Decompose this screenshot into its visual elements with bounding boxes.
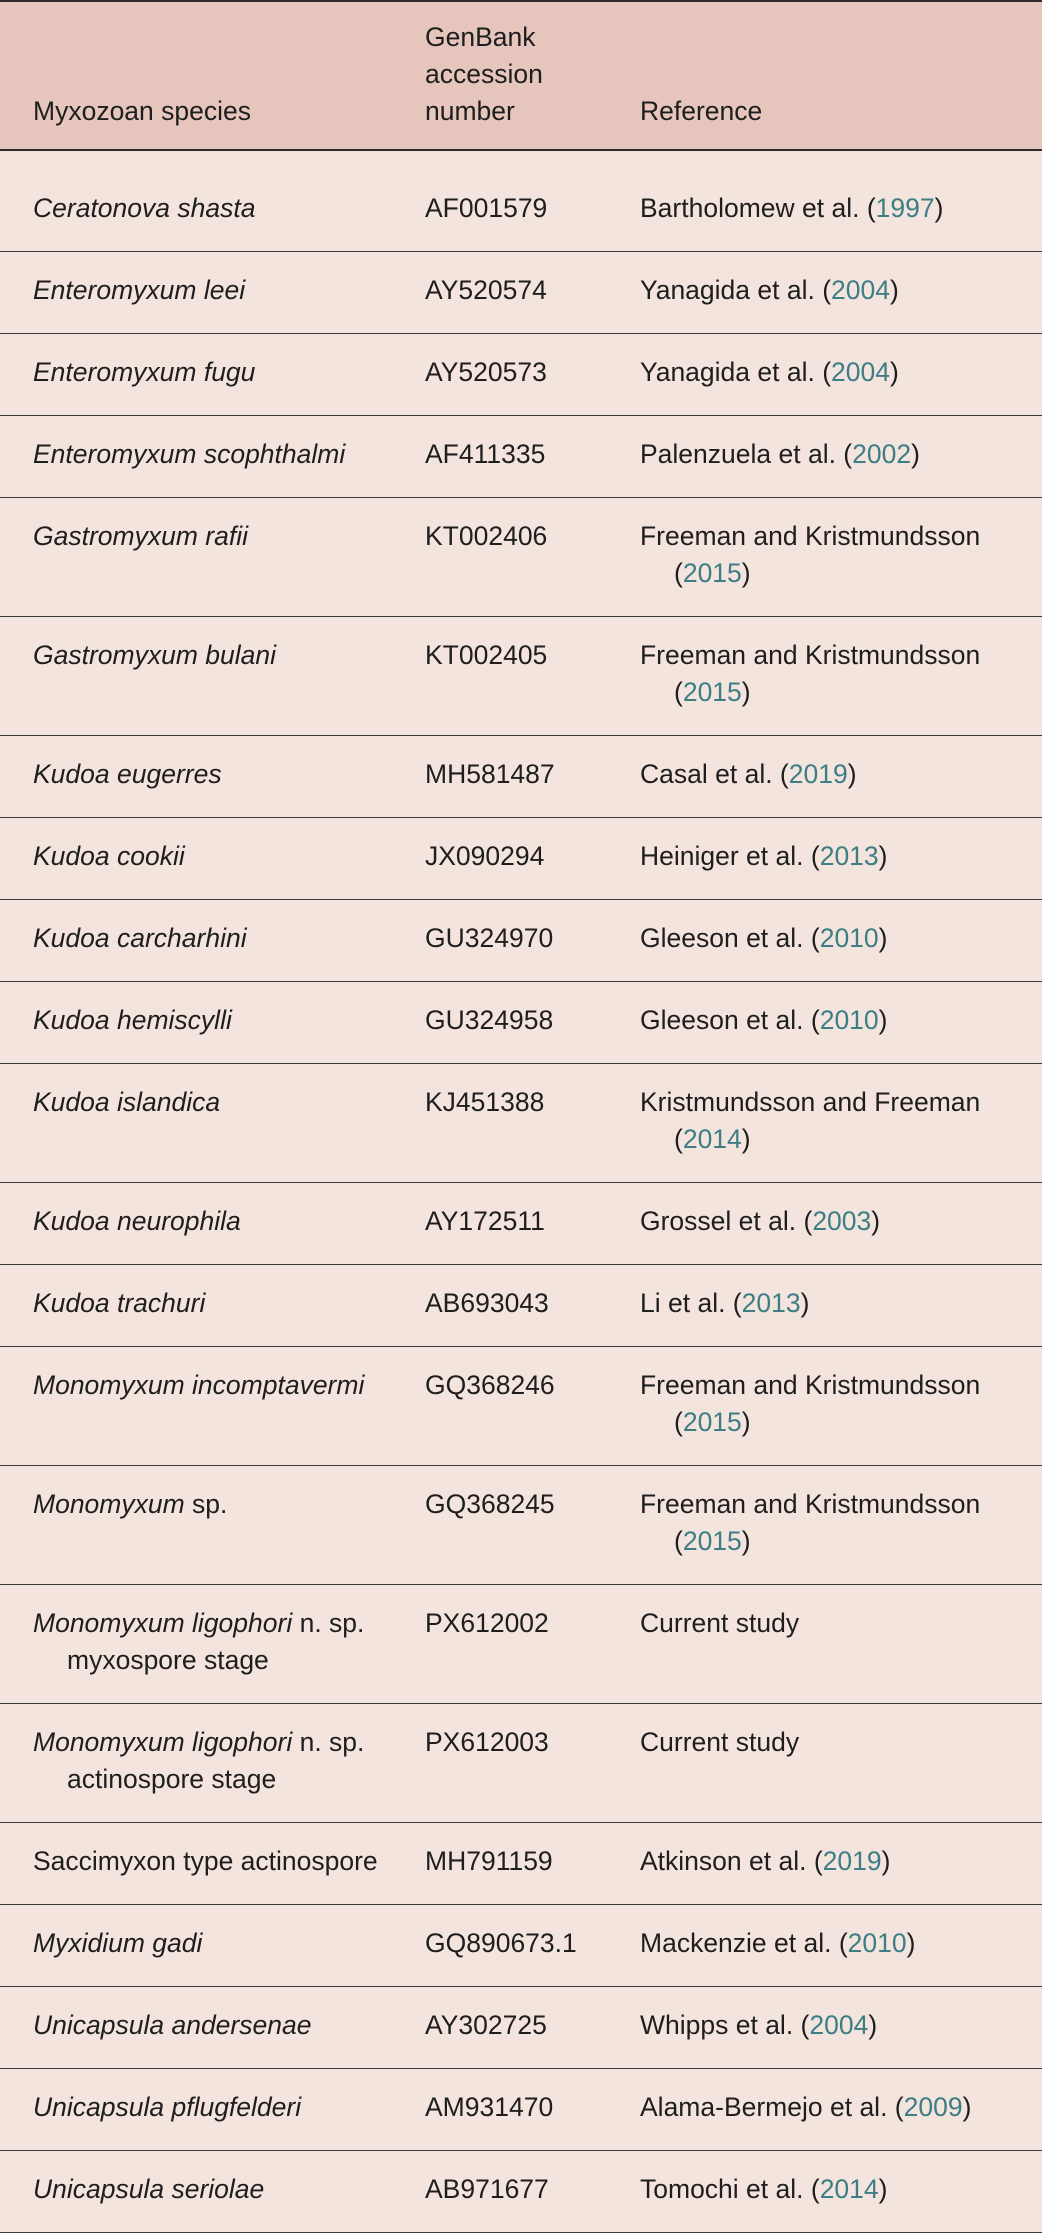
species-italic-part: Kudoa trachuri — [33, 1288, 206, 1318]
reference-text-wrap — [640, 354, 1036, 391]
species-cell — [0, 900, 391, 982]
table-row — [0, 617, 1042, 736]
reference-authors: Yanagida et al. ( — [640, 275, 832, 305]
species-name — [33, 272, 385, 309]
species-italic-part: Unicapsula seriolae — [33, 2174, 265, 2204]
accession-cell: GQ368246 — [391, 1347, 607, 1466]
species-cell — [0, 1823, 391, 1905]
reference-close-paren: ) — [741, 1124, 751, 1154]
species-plain-part: Saccimyxon type actinospore — [33, 1846, 378, 1876]
species-name — [33, 436, 385, 473]
species-cell — [0, 2151, 391, 2233]
accession-cell: GQ890673.1 — [391, 1905, 607, 1987]
species-italic-part: Gastromyxum rafii — [33, 521, 248, 551]
reference-year-link[interactable]: 2010 — [847, 1928, 907, 1958]
species-name — [33, 1486, 385, 1523]
species-cell — [0, 736, 391, 818]
reference-year-link[interactable]: 2004 — [809, 2010, 869, 2040]
species-name — [33, 637, 385, 674]
species-name — [33, 1285, 385, 1322]
header-spacer-row — [0, 150, 1042, 170]
reference-text-wrap — [640, 637, 1036, 711]
reference-close-paren: ) — [889, 275, 899, 305]
species-name — [33, 2171, 385, 2208]
species-cell — [0, 170, 391, 252]
table-row — [0, 1183, 1042, 1265]
species-cell — [0, 1183, 391, 1265]
species-italic-part: Enteromyxum scophthalmi — [33, 439, 346, 469]
reference-cell — [607, 1183, 1042, 1265]
reference-cell — [607, 1905, 1042, 1987]
accession-cell: GQ368245 — [391, 1466, 607, 1585]
species-cell — [0, 1265, 391, 1347]
table-row — [0, 2151, 1042, 2233]
species-name — [33, 190, 385, 227]
reference-cell — [607, 900, 1042, 982]
reference-year-link[interactable]: 1997 — [875, 193, 935, 223]
species-italic-part: Enteromyxum leei — [33, 275, 246, 305]
header-spacer-cell — [0, 150, 1042, 170]
species-italic-part: Kudoa hemiscylli — [33, 1005, 232, 1035]
reference-year-link[interactable]: 2019 — [822, 1846, 882, 1876]
reference-authors: Casal et al. ( — [640, 759, 789, 789]
reference-year-link[interactable]: 2015 — [682, 677, 742, 707]
species-cell — [0, 1585, 391, 1704]
reference-year-link[interactable]: 2014 — [682, 1124, 742, 1154]
species-name — [33, 1203, 385, 1240]
species-cell — [0, 1905, 391, 1987]
table-header — [0, 0, 1042, 150]
species-cell — [0, 498, 391, 617]
accession-cell: KJ451388 — [391, 1064, 607, 1183]
table-row — [0, 1704, 1042, 1823]
reference-cell — [607, 2151, 1042, 2233]
reference-close-paren: ) — [906, 1928, 916, 1958]
table-row — [0, 1585, 1042, 1704]
reference-year-link[interactable]: 2015 — [682, 1407, 742, 1437]
reference-year-link[interactable]: 2010 — [819, 923, 879, 953]
reference-authors: Yanagida et al. ( — [640, 357, 832, 387]
reference-close-paren: ) — [962, 2092, 972, 2122]
species-cell — [0, 252, 391, 334]
reference-text-wrap — [640, 436, 1036, 473]
reference-close-paren: ) — [741, 1407, 751, 1437]
reference-cell — [607, 818, 1042, 900]
accession-cell: AM931470 — [391, 2069, 607, 2151]
species-name — [33, 756, 385, 793]
reference-text-wrap — [640, 2007, 1036, 2044]
reference-cell — [607, 1347, 1042, 1466]
reference-year-link[interactable]: 2013 — [819, 841, 879, 871]
header-reference: Reference — [607, 0, 1042, 150]
species-italic-part: Gastromyxum bulani — [33, 640, 277, 670]
species-italic-part: Kudoa neurophila — [33, 1206, 241, 1236]
table-row — [0, 2069, 1042, 2151]
reference-text-wrap — [640, 1367, 1036, 1441]
reference-year-link[interactable]: 2004 — [831, 357, 890, 387]
reference-cell — [607, 416, 1042, 498]
species-name — [33, 2089, 385, 2126]
species-name — [33, 838, 385, 875]
table-row — [0, 818, 1042, 900]
accession-cell: GU324958 — [391, 982, 607, 1064]
reference-text-wrap — [640, 1843, 1036, 1880]
species-italic-part: Unicapsula andersenae — [33, 2010, 312, 2040]
reference-authors: Bartholomew et al. ( — [640, 193, 876, 223]
reference-authors: Gleeson et al. ( — [640, 1005, 820, 1035]
reference-authors: Li et al. ( — [640, 1288, 742, 1318]
reference-text-wrap — [640, 190, 1036, 227]
reference-cell — [607, 2069, 1042, 2151]
reference-year-link[interactable]: 2019 — [788, 759, 848, 789]
reference-close-paren: ) — [868, 2010, 878, 2040]
reference-year-link[interactable]: 2009 — [903, 2092, 963, 2122]
top-rule — [0, 0, 1042, 2]
reference-cell — [607, 1987, 1042, 2069]
accession-cell: KT002406 — [391, 498, 607, 617]
species-italic-part: Monomyxum ligophori — [33, 1608, 293, 1638]
species-italic-part: Kudoa carcharhini — [33, 923, 247, 953]
accession-cell: JX090294 — [391, 818, 607, 900]
table-row — [0, 1347, 1042, 1466]
reference-text-wrap — [640, 2089, 1036, 2126]
table-row — [0, 982, 1042, 1064]
accession-cell: MH791159 — [391, 1823, 607, 1905]
reference-text-wrap — [640, 1605, 1036, 1642]
reference-close-paren: ) — [800, 1288, 810, 1318]
reference-close-paren: ) — [934, 193, 944, 223]
reference-authors: Freeman and Kristmundsson ( — [640, 521, 981, 588]
reference-text-wrap — [640, 1084, 1036, 1158]
header-accession-label: GenBank accession number — [425, 22, 543, 126]
reference-authors: Kristmundsson and Freeman ( — [640, 1087, 981, 1154]
species-cell — [0, 982, 391, 1064]
reference-authors: Freeman and Kristmundsson ( — [640, 1370, 981, 1437]
species-cell — [0, 1704, 391, 1823]
reference-authors: Current study — [640, 1608, 800, 1638]
reference-close-paren: ) — [889, 357, 899, 387]
table-row — [0, 736, 1042, 818]
reference-year-link[interactable]: 2014 — [819, 2174, 879, 2204]
table-row — [0, 1823, 1042, 1905]
species-name — [33, 354, 385, 391]
accession-cell: AY302725 — [391, 1987, 607, 2069]
reference-cell — [607, 170, 1042, 252]
species-cell — [0, 818, 391, 900]
accession-cell: MH581487 — [391, 736, 607, 818]
reference-close-paren: ) — [911, 439, 920, 469]
reference-text-wrap — [640, 920, 1036, 957]
species-plain-part: sp. — [184, 1489, 228, 1519]
reference-authors: Tomochi et al. ( — [640, 2174, 820, 2204]
reference-authors: Atkinson et al. ( — [640, 1846, 823, 1876]
reference-year-link[interactable]: 2015 — [682, 558, 742, 588]
reference-year-link[interactable]: 2010 — [819, 1005, 879, 1035]
species-italic-part: Unicapsula pflugfelderi — [33, 2092, 302, 2122]
table-row — [0, 1064, 1042, 1183]
reference-cell — [607, 617, 1042, 736]
reference-cell — [607, 1823, 1042, 1905]
species-name — [33, 1367, 385, 1404]
species-italic-part: Kudoa eugerres — [33, 759, 222, 789]
table-row — [0, 1987, 1042, 2069]
reference-cell — [607, 982, 1042, 1064]
accession-cell: AF001579 — [391, 170, 607, 252]
reference-year-link[interactable]: 2015 — [682, 1526, 742, 1556]
reference-text-wrap — [640, 756, 1036, 793]
species-italic-part: Myxidium gadi — [33, 1928, 203, 1958]
reference-text-wrap — [640, 1002, 1036, 1039]
reference-close-paren: ) — [741, 677, 751, 707]
reference-close-paren: ) — [871, 1206, 881, 1236]
reference-cell — [607, 1265, 1042, 1347]
accession-cell: AB971677 — [391, 2151, 607, 2233]
reference-authors: Mackenzie et al. ( — [640, 1928, 848, 1958]
reference-authors: Freeman and Kristmundsson ( — [640, 1489, 981, 1556]
species-cell — [0, 334, 391, 416]
species-cell — [0, 2069, 391, 2151]
species-italic-part: Monomyxum ligophori — [33, 1727, 293, 1757]
table-row — [0, 1905, 1042, 1987]
reference-year-link[interactable]: 2002 — [852, 439, 912, 469]
reference-authors: Freeman and Kristmundsson ( — [640, 640, 981, 707]
reference-text-wrap — [640, 1925, 1036, 1962]
table-row — [0, 1265, 1042, 1347]
reference-text-wrap — [640, 1486, 1036, 1560]
species-name — [33, 1843, 385, 1880]
reference-close-paren: ) — [878, 1005, 888, 1035]
reference-year-link[interactable]: 2003 — [812, 1206, 872, 1236]
species-italic-part: Kudoa islandica — [33, 1087, 221, 1117]
reference-text-wrap — [640, 272, 1036, 309]
reference-close-paren: ) — [741, 558, 751, 588]
table-row — [0, 1466, 1042, 1585]
reference-authors: Palenzuela et al. ( — [640, 439, 853, 469]
reference-close-paren: ) — [878, 841, 888, 871]
table-row — [0, 334, 1042, 416]
reference-authors: Alama-Bermejo et al. ( — [640, 2092, 904, 2122]
reference-authors: Current study — [640, 1727, 800, 1757]
species-name — [33, 1002, 385, 1039]
table-row — [0, 498, 1042, 617]
species-italic-part: Monomyxum — [33, 1489, 185, 1519]
accession-cell: KT002405 — [391, 617, 607, 736]
reference-close-paren: ) — [878, 2174, 888, 2204]
reference-cell — [607, 498, 1042, 617]
table-row — [0, 252, 1042, 334]
accession-cell: AY520573 — [391, 334, 607, 416]
reference-cell — [607, 334, 1042, 416]
reference-text-wrap — [640, 1285, 1036, 1322]
species-name — [33, 2007, 385, 2044]
reference-authors: Heiniger et al. ( — [640, 841, 820, 871]
accession-cell: AF411335 — [391, 416, 607, 498]
accession-cell: AY172511 — [391, 1183, 607, 1265]
reference-authors: Grossel et al. ( — [640, 1206, 813, 1236]
reference-text-wrap — [640, 1724, 1036, 1761]
reference-authors: Whipps et al. ( — [640, 2010, 810, 2040]
species-italic-part: Enteromyxum fugu — [33, 357, 256, 387]
reference-year-link[interactable]: 2013 — [741, 1288, 801, 1318]
species-name — [33, 1605, 385, 1679]
species-cell — [0, 617, 391, 736]
reference-close-paren: ) — [878, 923, 888, 953]
accession-cell: AY520574 — [391, 252, 607, 334]
header-species: Myxozoan species — [0, 0, 391, 150]
table-row — [0, 416, 1042, 498]
species-name — [33, 1925, 385, 1962]
species-name — [33, 1084, 385, 1121]
species-italic-part: Ceratonova shasta — [33, 193, 256, 223]
species-cell — [0, 416, 391, 498]
species-cell — [0, 1987, 391, 2069]
reference-cell — [607, 736, 1042, 818]
table-row — [0, 900, 1042, 982]
reference-text-wrap — [640, 1203, 1036, 1240]
reference-cell — [607, 1064, 1042, 1183]
accession-cell: PX612002 — [391, 1585, 607, 1704]
species-plain-part: n. sp. actinospore stage — [67, 1727, 365, 1794]
reference-close-paren: ) — [847, 759, 857, 789]
reference-close-paren: ) — [881, 1846, 891, 1876]
species-cell — [0, 1466, 391, 1585]
reference-cell — [607, 1585, 1042, 1704]
accession-cell: GU324970 — [391, 900, 607, 982]
reference-cell — [607, 1466, 1042, 1585]
accession-cell: PX612003 — [391, 1704, 607, 1823]
reference-cell — [607, 1704, 1042, 1823]
reference-text-wrap — [640, 2171, 1036, 2208]
reference-authors: Gleeson et al. ( — [640, 923, 820, 953]
reference-text-wrap — [640, 838, 1036, 875]
species-plain-part: n. sp. myxospore stage — [67, 1608, 365, 1675]
species-cell — [0, 1347, 391, 1466]
table-body — [0, 150, 1042, 2233]
species-name — [33, 920, 385, 957]
species-italic-part: Monomyxum incomptavermi — [33, 1370, 365, 1400]
species-name — [33, 518, 385, 555]
species-name — [33, 1724, 385, 1798]
table-row — [0, 170, 1042, 252]
reference-cell — [607, 252, 1042, 334]
reference-text-wrap — [640, 518, 1036, 592]
species-italic-part: Kudoa cookii — [33, 841, 185, 871]
species-cell — [0, 1064, 391, 1183]
header-row — [0, 0, 1042, 150]
reference-close-paren: ) — [741, 1526, 751, 1556]
accession-cell: AB693043 — [391, 1265, 607, 1347]
header-accession — [391, 0, 607, 150]
reference-year-link[interactable]: 2004 — [831, 275, 890, 305]
